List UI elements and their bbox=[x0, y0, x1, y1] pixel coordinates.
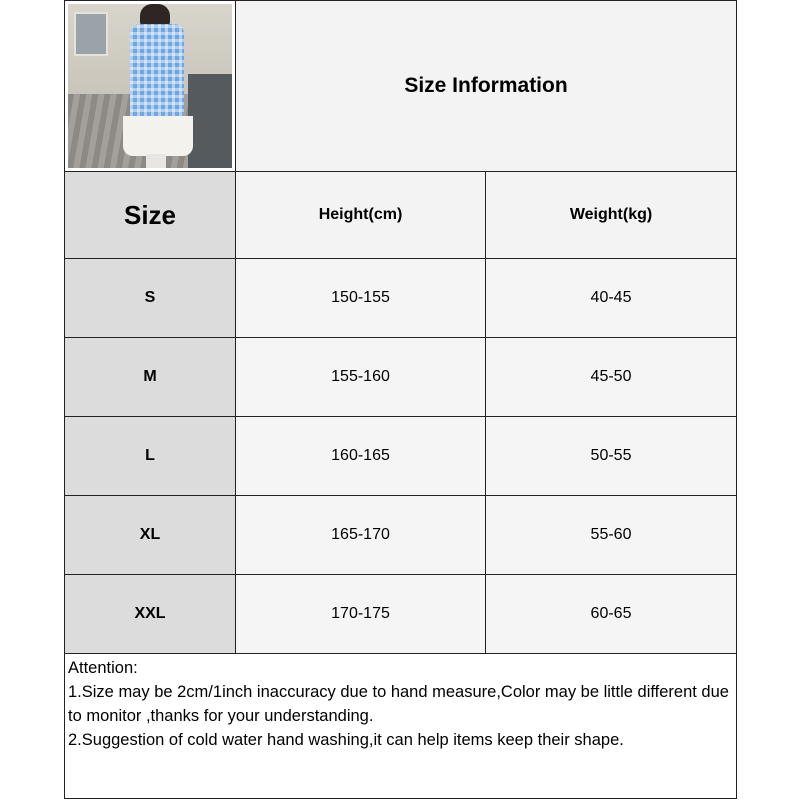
attention-notes bbox=[65, 654, 737, 799]
attention-heading: Attention: bbox=[68, 659, 138, 677]
header-weight: Weight(kg) bbox=[486, 172, 737, 259]
title-row bbox=[65, 1, 737, 172]
weight-value: 50-55 bbox=[486, 417, 737, 496]
size-value: L bbox=[65, 417, 236, 496]
table-row bbox=[65, 417, 737, 496]
table-row bbox=[65, 338, 737, 417]
size-value: XL bbox=[65, 496, 236, 575]
header-height: Height(cm) bbox=[236, 172, 486, 259]
weight-value: 45-50 bbox=[486, 338, 737, 417]
table-row bbox=[65, 575, 737, 654]
size-value: M bbox=[65, 338, 236, 417]
size-value: S bbox=[65, 259, 236, 338]
size-chart-sheet bbox=[64, 0, 736, 799]
header-row bbox=[65, 172, 737, 259]
size-information-title: Size Information bbox=[236, 1, 737, 172]
height-value: 165-170 bbox=[236, 496, 486, 575]
attention-note-2: 2.Suggestion of cold water hand washing,it can help items keep their shape. bbox=[68, 731, 624, 749]
height-value: 160-165 bbox=[236, 417, 486, 496]
height-value: 170-175 bbox=[236, 575, 486, 654]
weight-value: 55-60 bbox=[486, 496, 737, 575]
height-value: 150-155 bbox=[236, 259, 486, 338]
product-photo-cell bbox=[65, 1, 236, 172]
header-size: Size bbox=[65, 172, 236, 259]
height-value: 155-160 bbox=[236, 338, 486, 417]
size-table bbox=[64, 0, 737, 799]
product-photo bbox=[68, 4, 232, 168]
table-row bbox=[65, 259, 737, 338]
weight-value: 40-45 bbox=[486, 259, 737, 338]
notes-row bbox=[65, 654, 737, 799]
attention-note-1: 1.Size may be 2cm/1inch inaccuracy due to hand measure,Color may be little different due to monitor ,thanks for your understanding. bbox=[68, 683, 729, 725]
weight-value: 60-65 bbox=[486, 575, 737, 654]
table-row bbox=[65, 496, 737, 575]
size-value: XXL bbox=[65, 575, 236, 654]
